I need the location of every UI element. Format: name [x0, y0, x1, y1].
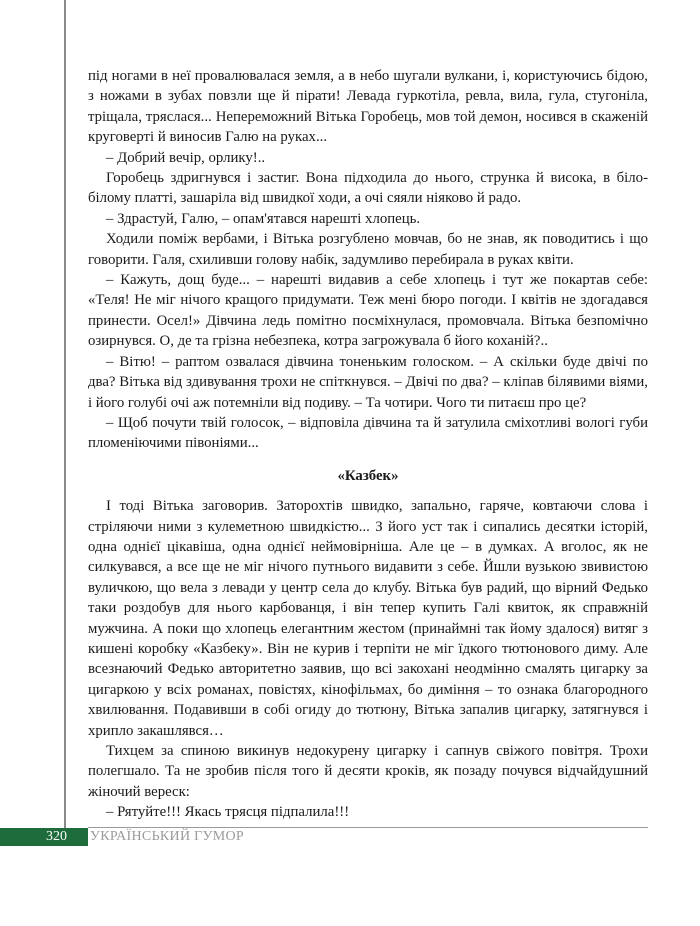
paragraph: – Вітю! – раптом озвалася дівчина тоненьким голоском. – А скільки буде двічі по два? Вітька від здивування трохи не спіткнувся. – Двічі по два? – кліпав білявими віями, і його голубі очі аж потемніли від подиву. – Та чотири. Чого ти питаєш про це?	[88, 353, 648, 411]
paragraph: Горобець здригнувся і застиг. Вона підходила до нього, струнка й висока, в біло-білому платті, зашаріла від швидкої ходи, а очі сяяли ніяково й радо.	[88, 170, 648, 207]
left-margin-rule	[64, 0, 66, 830]
footer-page-tab	[0, 828, 88, 846]
paragraph: І тоді Вітька заговорив. Заторохтів швидко, запально, гаряче, ковтаючи слова і стріляючи ними з кулеметною швидкістю... З його уст так і сипались десятки історій, одна однієї цікавіша, одна однієї неймовірніша. Але це – в думках. А вголос, як не силкувався, а все ще не міг нічого путнього видавити з себе. Йшли вузькою звивистою вуличкою, що вела з левади у центр села до клубу. Вітька був радий, що вірний Федько таки роздобув для нього карбованця, і він тепер купить Галі квиток, як справжній мужчина. А поки що хлопець елегантним жестом (принаймні так йому здалося) витяг з кишені коробку «Казбеку». Він не курив і терпіти не міг їдкого тютюнового диму. Але всезнаючий Федько авторитетно заявив, що всі закохані неодмінно смалять цигарку за цигаркою у всіх романах, повістях, кінофільмах, бо диміння – то ознака благородного хвилювання. Подавивши в собі огиду до тютюну, Вітька запалив цигарку, затягнувся і хрипло закашлявся…	[88, 498, 648, 739]
section-title: «Казбек»	[337, 467, 399, 484]
paragraph: Ходили поміж вербами, і Вітька розгублено мовчав, бо не знав, як поводитись і що говорити. Галя, схиливши голову набік, задумливо перебирала в руках квіти.	[88, 231, 648, 268]
paragraph: – Добрий вечір, орлику!..	[106, 149, 266, 166]
paragraph: Тихцем за спиною викинув недокурену цигарку і сапнув свіжого повітря. Трохи полегшало. Та не зробив після того й десяти кроків, як позаду почувся відчайдушний жіночий вереск:	[88, 743, 648, 800]
paragraph: – Рятуйте!!! Якась трясця підпалила!!!	[106, 804, 350, 821]
paragraph: – Здрастуй, Галю, – опам'ятався нарешті хлопець.	[106, 210, 421, 227]
running-title: УКРАЇНСЬКИЙ ГУМОР	[90, 829, 245, 844]
paragraph: – Кажуть, дощ буде... – нарешті видавив а себе хлопець і тут же покартав себе: «Теля! Не міг нічого кращого придумати. Теж мені бюро погоди. І квітів не здогадався принести. Осел!» Дівчина ледь помітно посміхнулася, промовчала. Вітька безпомічно озирнувся. О, де та грізна небезпека, котра загрожувала б його коханій?..	[88, 272, 648, 350]
paragraph: – Щоб почути твій голосок, – відповіла дівчина та й затулила сміхотливі вологі губи пломеніючими півоніями...	[88, 414, 648, 452]
page-body	[88, 66, 648, 823]
page-number: 320	[46, 829, 67, 844]
paragraph: під ногами в неї провалювалася земля, а в небо шугали вулкани, і, користуючись бідою, з ножами в зубах повзли ще й пірати! Левада гуркотіла, ревла, вила, гула, стугоніла, тріщала, тряслася... Непереможний Вітька Горобець, мов той демон, носився в скаженій круговерті й виносив Галю на руках...	[88, 68, 648, 146]
